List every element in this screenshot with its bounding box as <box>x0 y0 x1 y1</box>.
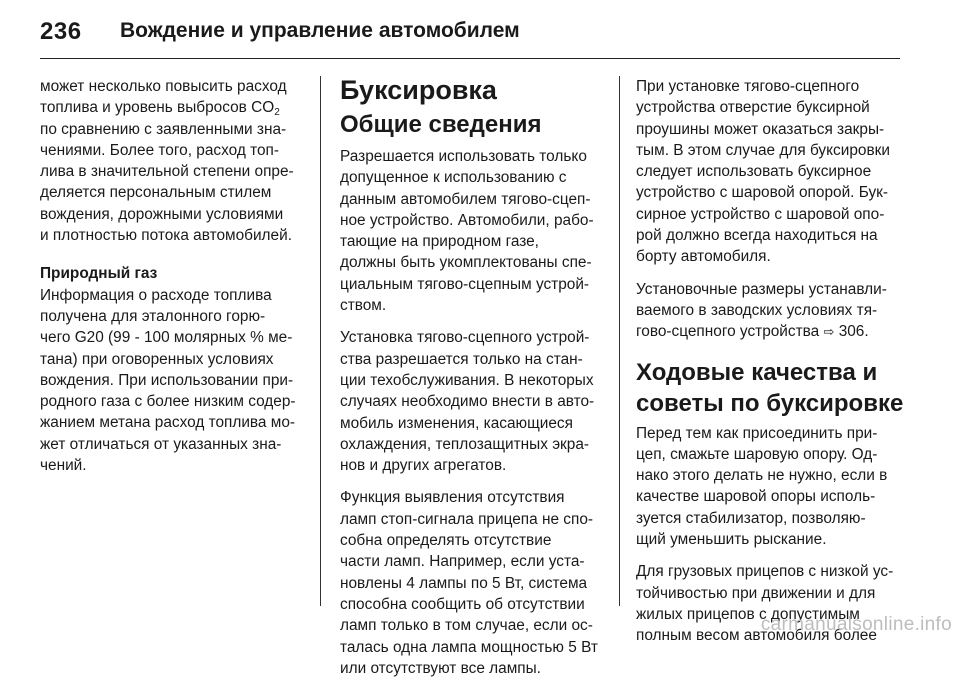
text-line: жет отличаться от указанных зна- <box>40 435 282 453</box>
section-subtitle: Общие сведения <box>340 111 542 138</box>
text-line: гово-сцепного устройства ⇨ 306. <box>636 323 869 341</box>
text-line: чениями. Более того, расход топ- <box>40 141 279 159</box>
text-line: части ламп. Например, если уста- <box>340 553 585 571</box>
text-line: ции техобслуживания. В некоторых <box>340 371 594 389</box>
text-line: цеп, смажьте шаровую опору. Од- <box>636 445 878 463</box>
chapter-title: Вождение и управление автомобилем <box>120 19 520 42</box>
text-line: допущенное к использованию с <box>340 169 567 187</box>
text-line: может несколько повысить расход <box>40 78 287 95</box>
text-line: качестве шаровой опоры исполь- <box>636 488 876 506</box>
natural-gas-section <box>40 263 308 476</box>
text-line: чего G20 (99 - 100 молярных % ме- <box>40 329 293 347</box>
column-divider <box>619 76 620 606</box>
text-line: тым. В этом случае для буксировки <box>636 141 890 159</box>
text-line: новлены 4 лампы по 5 Вт, система <box>340 574 588 592</box>
text-line: жилых прицепов с допустимым <box>636 605 860 623</box>
text-column-2 <box>340 74 606 690</box>
text-line: деляется персональным стилем <box>40 184 272 202</box>
text-line: тана) при оговоренных условиях <box>40 350 274 368</box>
text-line: ства разрешается только на стан- <box>340 350 583 368</box>
towing-paragraph-2 <box>340 327 606 476</box>
text-line: Функция выявления отсутствия <box>340 489 565 507</box>
text-line: лива в значительной степени опре- <box>40 163 294 181</box>
text-line: ством. <box>340 297 387 315</box>
text-line: ламп только в том случае, если ос- <box>340 617 593 635</box>
section-title: Буксировка <box>340 75 497 105</box>
text-line: данным автомобилем тягово-сцеп- <box>340 190 591 208</box>
ball-coupling-paragraph <box>636 423 902 551</box>
text-line: должны быть укомплектованы спе- <box>340 254 592 272</box>
watermark: carmanualsonline.info <box>760 614 952 635</box>
text-line: устройства отверстие буксирной <box>636 99 870 117</box>
text-line: мобиль изменения, касающиеся <box>340 414 573 432</box>
text-line: нов и других агрегатов. <box>340 457 507 475</box>
text-line: вождения, дорожными условиями <box>40 205 284 223</box>
text-line: ламп стоп-сигнала прицепа не спо- <box>340 510 594 528</box>
text-column-3 <box>636 76 902 658</box>
dimensions-paragraph <box>636 279 902 343</box>
co2-subscript: 2 <box>274 107 280 119</box>
text-line: способна сообщить об отсутствии <box>340 595 585 613</box>
text-line: зуется стабилизатор, позволяю- <box>636 509 866 527</box>
text-line: сирное устройство с шаровой опо- <box>636 205 885 223</box>
text-line: получена для эталонного горю- <box>40 307 266 325</box>
text-line: Информация о расходе топлива <box>40 286 272 304</box>
text-line: При установке тягово-сцепного <box>636 78 860 95</box>
text-line: полным весом автомобиля более <box>636 627 877 645</box>
driving-tips-heading: Ходовые качества и советы по буксировке <box>636 358 904 417</box>
text-line: тающие на природном газе, <box>340 233 539 251</box>
towing-paragraph-1 <box>340 146 606 316</box>
text-line: вождения. При использовании при- <box>40 371 294 389</box>
text-line: или отсутствуют все лампы. <box>340 659 541 677</box>
text-line: следует использовать буксирное <box>636 163 872 181</box>
towing-eye-paragraph <box>636 76 902 268</box>
text-line: по сравнению с заявленными зна- <box>40 120 287 138</box>
text-line: Разрешается использовать только <box>340 148 587 165</box>
towing-paragraph-3 <box>340 487 606 679</box>
text-line: проушины может оказаться закры- <box>636 120 885 138</box>
text-line: устройство с шаровой опорой. Бук- <box>636 184 889 202</box>
text-line: ное устройство. Автомобили, рабо- <box>340 211 594 229</box>
text-line: Перед тем как присоединить при- <box>636 424 878 442</box>
text-line: случаях необходимо внести в авто- <box>340 393 595 411</box>
text-line: и плотностью потока автомобилей. <box>40 227 292 245</box>
text-line: рой должно всегда находиться на <box>636 227 878 245</box>
page-number: 236 <box>40 18 82 45</box>
text-line: щий уменьшить рыскание. <box>636 531 827 549</box>
page-reference-icon: ⇨ <box>823 324 835 340</box>
text-line: охлаждения, теплозащитных экра- <box>340 435 590 453</box>
column-divider <box>320 76 321 606</box>
text-line: борту автомобиля. <box>636 248 771 266</box>
page-header <box>40 0 900 59</box>
text-line: ваемого в заводских условиях тя- <box>636 301 878 319</box>
text-line: Установочные размеры устанавли- <box>636 280 887 298</box>
text-line: топлива и уровень выбросов $CO_2$ <box>40 99 280 119</box>
text-line: нако этого делать не нужно, если в <box>636 467 888 485</box>
text-line: чений. <box>40 457 87 475</box>
text-line: талась одна лампа мощностью 5 Вт <box>340 638 598 656</box>
page-reference-link[interactable]: 306. <box>838 323 869 341</box>
text-line: жанием метана расход топлива мо- <box>40 414 296 432</box>
text-line: циальным тягово-сцепным устрой- <box>340 275 590 293</box>
text-line: Установка тягово-сцепного устрой- <box>340 329 590 347</box>
text-line: собна определять отсутствие <box>340 532 552 550</box>
text-column-1 <box>40 76 308 487</box>
fuel-consumption-paragraph <box>40 76 308 246</box>
text-line: Для грузовых прицепов с низкой ус- <box>636 563 894 581</box>
natural-gas-heading: Природный газ <box>40 265 158 283</box>
text-line: тойчивостью при движении и для <box>636 584 876 602</box>
text-line: родного газа с более низким содер- <box>40 393 296 411</box>
